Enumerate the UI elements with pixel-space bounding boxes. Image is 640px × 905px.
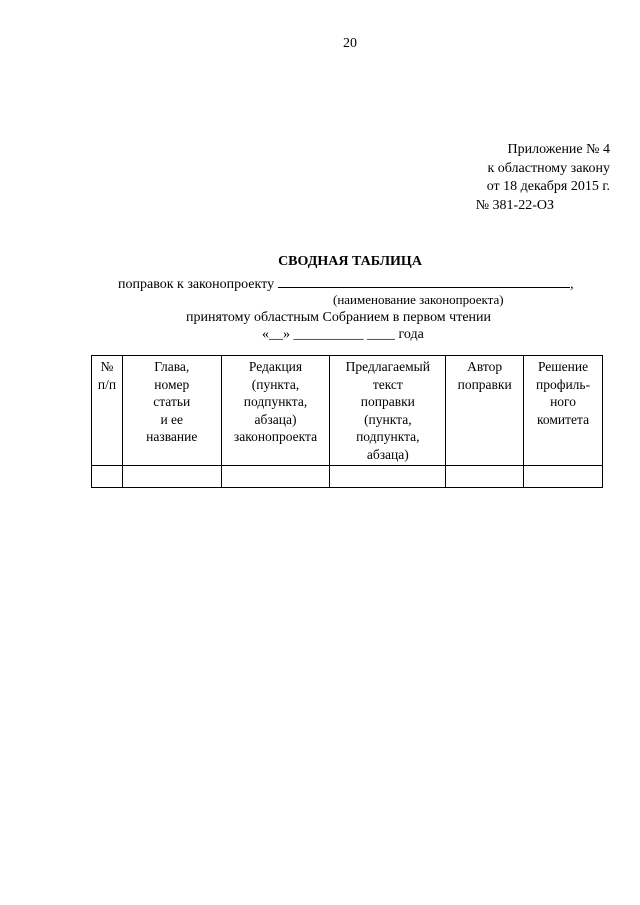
appendix-line-3: от 18 декабря 2015 г. (486, 179, 610, 194)
date-line: «__» __________ ____ года (262, 327, 424, 342)
subtitle-prefix: поправок к законопроекту (118, 277, 275, 292)
table-cell (524, 466, 603, 488)
subtitle-line (118, 275, 574, 293)
col-header-author: Автор поправки (446, 356, 524, 466)
appendix-line-4: № 381-22-ОЗ (475, 197, 554, 213)
subtitle-suffix: , (570, 277, 574, 292)
col-header-proposed-text: Предлагаемый текст поправки (пункта, подпункта, абзаца) (330, 356, 446, 466)
col-header-committee-decision: Решение профиль- ного комитета (524, 356, 603, 466)
table-cell (122, 466, 221, 488)
bill-name-caption: (наименование законопроекта) (333, 292, 504, 307)
first-reading-line: принятому областным Собранием в первом чтении (186, 310, 492, 325)
amendments-table (91, 355, 603, 488)
appendix-line-1: Приложение № 4 (507, 142, 610, 157)
document-title: СВОДНАЯ ТАБЛИЦА (278, 254, 422, 269)
page-number: 20 (343, 36, 357, 51)
table-cell (330, 466, 446, 488)
table-cell (446, 466, 524, 488)
col-header-bill-wording: Редакция (пункта, подпункта, абзаца) законопроекта (221, 356, 330, 466)
table-header-row (92, 356, 603, 466)
appendix-header (476, 141, 610, 215)
bill-name-blank (278, 275, 570, 288)
col-header-chapter: Глава, номер статьи и ее название (122, 356, 221, 466)
col-header-number: № п/п (92, 356, 123, 466)
appendix-line-2: к областному закону (487, 160, 610, 176)
table-cell (221, 466, 330, 488)
table-cell (92, 466, 123, 488)
table-row (92, 466, 603, 488)
